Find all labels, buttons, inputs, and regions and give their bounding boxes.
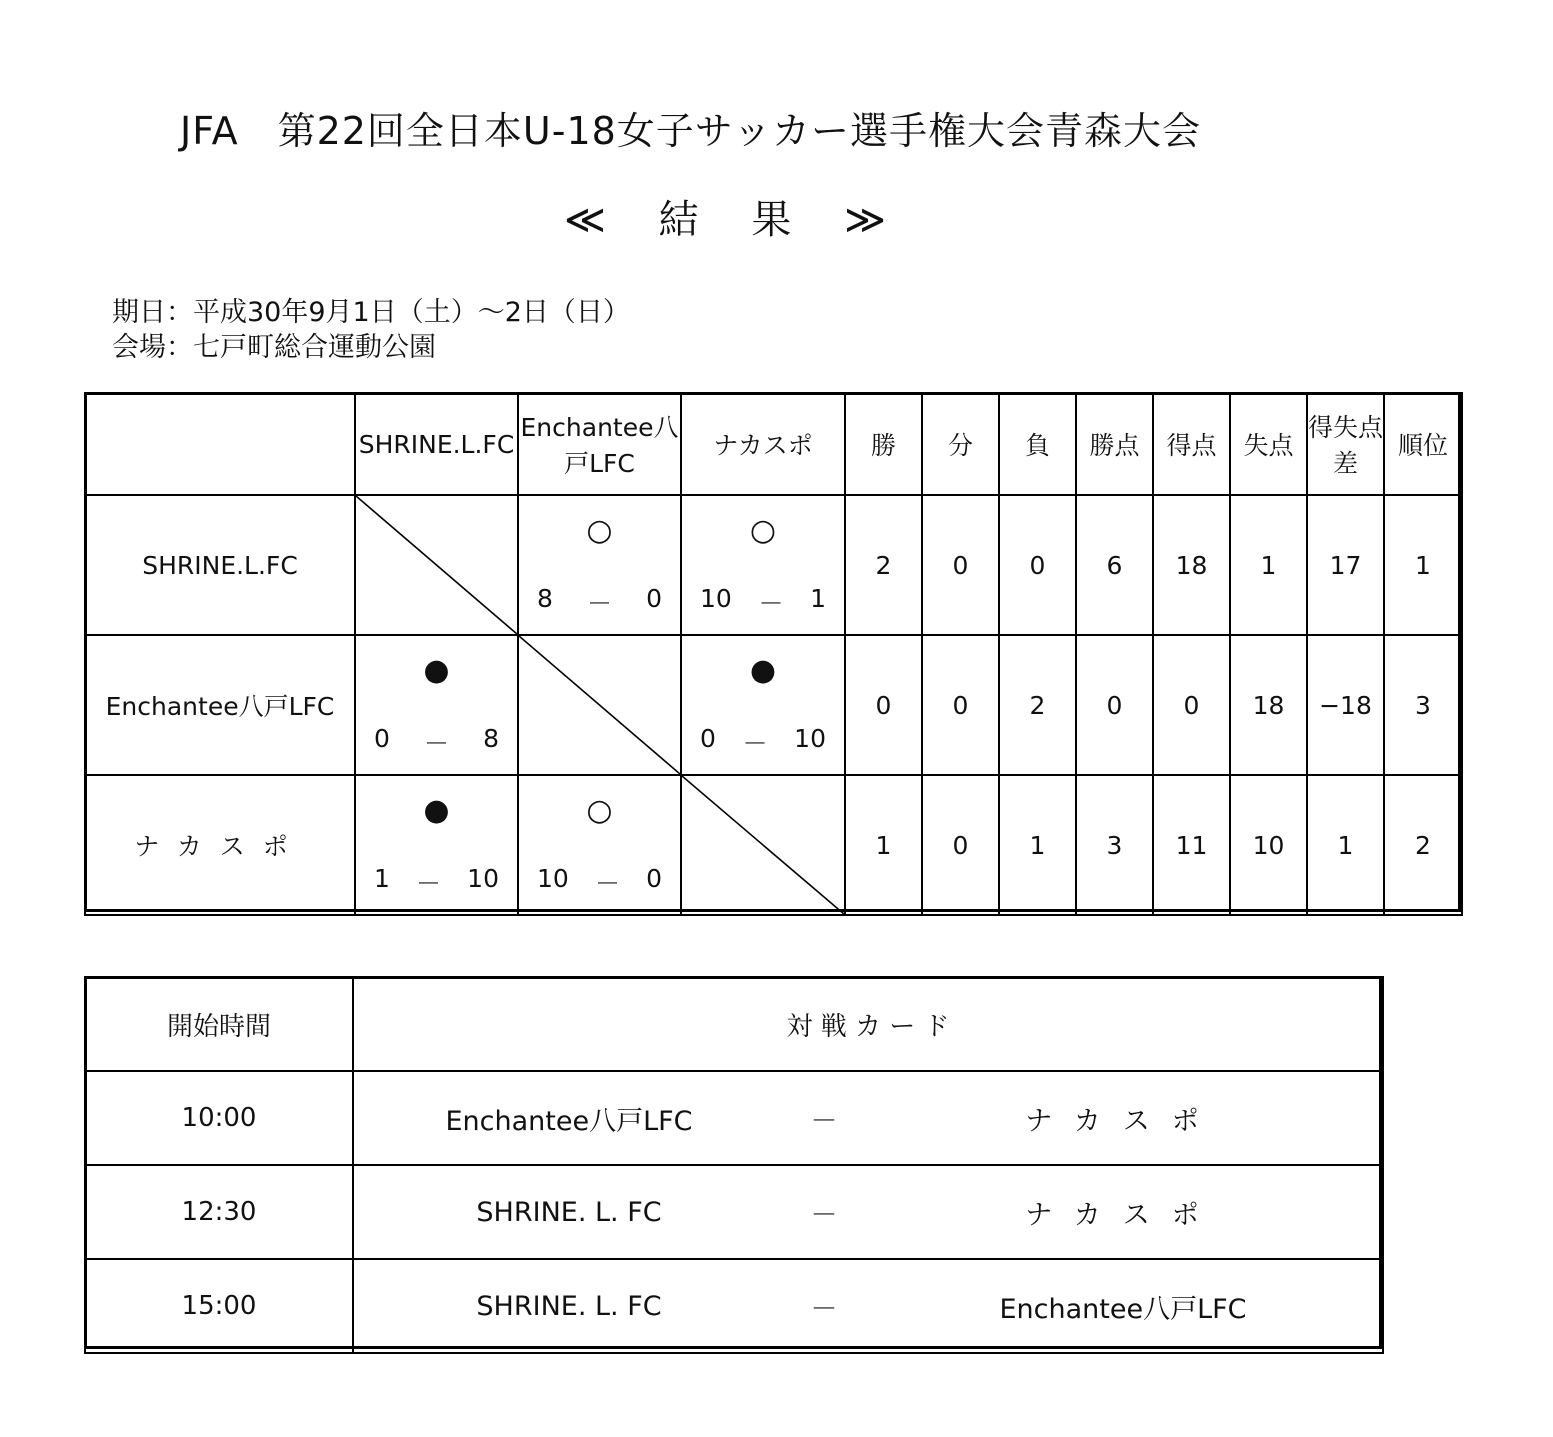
header-loss: 負	[999, 393, 1076, 495]
match-score	[356, 864, 517, 900]
diagonal-line	[356, 496, 517, 634]
header-match-card: 対 戦 カ ー ド	[353, 977, 1383, 1071]
score-against: 0	[646, 864, 662, 893]
goals-against: 18	[1230, 635, 1307, 775]
match-cell-self	[355, 495, 518, 635]
start-time: 12:30	[85, 1165, 353, 1259]
results-header-row	[85, 393, 1462, 495]
header-goal-diff: 得失点差	[1307, 393, 1384, 495]
rank: 2	[1384, 775, 1462, 915]
points: 6	[1076, 495, 1153, 635]
match-cell	[681, 495, 845, 635]
header-start-time: 開始時間	[85, 977, 353, 1071]
home-team: Enchantee八戸LFC	[445, 1105, 693, 1137]
win-mark-icon: ○	[586, 793, 613, 828]
match-card	[353, 1259, 1383, 1353]
points: 3	[1076, 775, 1153, 915]
start-time: 15:00	[85, 1259, 353, 1353]
table-row	[85, 775, 1462, 915]
away-team: Enchantee八戸LFC	[999, 1293, 1247, 1325]
losses: 2	[999, 635, 1076, 775]
match-card	[353, 1165, 1383, 1259]
team-name: ナカスポ	[85, 775, 355, 915]
away-team: ナカスポ	[1025, 1105, 1221, 1137]
win-mark-icon: ○	[749, 513, 777, 548]
match-cell	[355, 775, 518, 915]
score-against: 0	[646, 584, 662, 613]
goals-for: 18	[1153, 495, 1230, 635]
losses: 0	[999, 495, 1076, 635]
rank: 1	[1384, 495, 1462, 635]
goal-diff: −18	[1307, 635, 1384, 775]
table-row	[85, 495, 1462, 635]
header-team1: SHRINE.L.FC	[355, 393, 518, 495]
header-rank: 順位	[1384, 393, 1462, 495]
results-table	[84, 392, 1461, 912]
score-dash: －	[758, 589, 784, 618]
score-dash: －	[742, 729, 768, 758]
score-dash: －	[586, 589, 612, 618]
home-team: SHRINE. L. FC	[476, 1196, 662, 1228]
match-cell	[518, 495, 681, 635]
match-separator: －	[810, 1293, 838, 1325]
score-dash: －	[423, 729, 449, 758]
match-cell	[681, 635, 845, 775]
table-row	[85, 635, 1462, 775]
diagonal-line	[682, 776, 844, 914]
page-subtitle: ≪ 結 果 ≫	[564, 197, 906, 243]
home-team: SHRINE. L. FC	[476, 1290, 662, 1322]
match-separator: －	[810, 1105, 838, 1137]
score-against: 1	[810, 584, 826, 613]
match-score	[356, 724, 517, 760]
draws: 0	[922, 635, 999, 775]
goal-diff: 17	[1307, 495, 1384, 635]
losses: 1	[999, 775, 1076, 915]
score-for: 10	[700, 584, 732, 613]
header-goals-against: 失点	[1230, 393, 1307, 495]
wins: 0	[845, 635, 922, 775]
away-team: ナカスポ	[1025, 1199, 1221, 1231]
header-win: 勝	[845, 393, 922, 495]
score-against: 10	[467, 864, 499, 893]
header-goals-for: 得点	[1153, 393, 1230, 495]
match-cell-self	[518, 635, 681, 775]
match-cell	[518, 775, 681, 915]
win-mark-icon: ○	[586, 513, 613, 548]
header-team3: ナカスポ	[681, 393, 845, 495]
match-score	[519, 584, 680, 620]
wins: 2	[845, 495, 922, 635]
schedule-row	[85, 1071, 1383, 1165]
match-cell	[355, 635, 518, 775]
schedule-table	[84, 976, 1382, 1349]
loss-mark-icon: ●	[423, 793, 450, 828]
draws: 0	[922, 495, 999, 635]
score-for: 10	[537, 864, 569, 893]
page-title: JFA 第22回全日本U-18女子サッカー選手権大会青森大会	[180, 109, 1202, 153]
team-name: SHRINE.L.FC	[85, 495, 355, 635]
goals-against: 1	[1230, 495, 1307, 635]
loss-mark-icon: ●	[749, 653, 777, 688]
match-card	[353, 1071, 1383, 1165]
wins: 1	[845, 775, 922, 915]
draws: 0	[922, 775, 999, 915]
score-for: 0	[700, 724, 716, 753]
score-against: 10	[794, 724, 826, 753]
goals-against: 10	[1230, 775, 1307, 915]
score-dash: －	[416, 869, 442, 898]
score-for: 0	[374, 724, 390, 753]
header-draw: 分	[922, 393, 999, 495]
match-separator: －	[810, 1199, 838, 1231]
score-for: 8	[537, 584, 553, 613]
header-blank	[85, 393, 355, 495]
points: 0	[1076, 635, 1153, 775]
header-points: 勝点	[1076, 393, 1153, 495]
match-score	[519, 864, 680, 900]
schedule-header-row	[85, 977, 1383, 1071]
info-venue: 会場：七戸町総合運動公園	[112, 332, 436, 363]
score-for: 1	[374, 864, 390, 893]
schedule-row	[85, 1165, 1383, 1259]
score-against: 8	[483, 724, 499, 753]
schedule-row	[85, 1259, 1383, 1353]
loss-mark-icon: ●	[423, 653, 450, 688]
diagonal-line	[519, 636, 680, 774]
match-score	[682, 584, 844, 620]
info-date: 期日：平成30年9月1日（土）～2日（日）	[112, 297, 630, 328]
rank: 3	[1384, 635, 1462, 775]
match-score	[682, 724, 844, 760]
start-time: 10:00	[85, 1071, 353, 1165]
team-name: Enchantee八戸LFC	[85, 635, 355, 775]
goal-diff: 1	[1307, 775, 1384, 915]
match-cell-self	[681, 775, 845, 915]
goals-for: 11	[1153, 775, 1230, 915]
score-dash: －	[594, 869, 620, 898]
header-team2: Enchantee八戸LFC	[518, 393, 681, 495]
goals-for: 0	[1153, 635, 1230, 775]
